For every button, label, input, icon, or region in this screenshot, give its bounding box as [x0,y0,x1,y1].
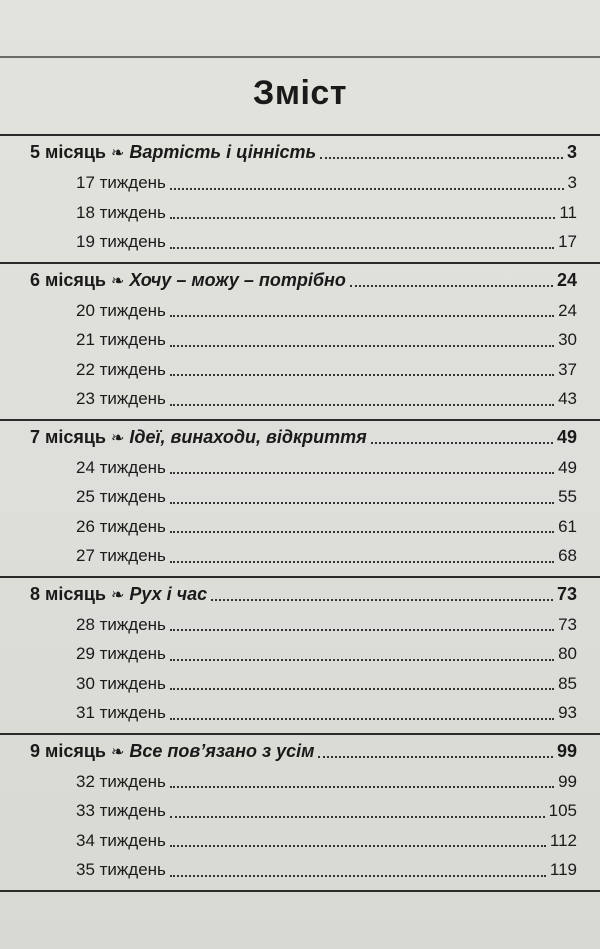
toc-top-rule [0,134,600,136]
toc-section [0,136,600,264]
toc-section [0,578,600,735]
month-theme: Рух і час [129,583,208,604]
toc-week-entry[interactable] [0,198,600,228]
toc-week-entry[interactable] [0,541,600,571]
page-number: 30 [558,330,577,349]
page-number: 61 [558,516,577,536]
section-gap [0,728,600,733]
week-label: 17 тиждень [76,173,166,192]
page-number: 24 [556,269,577,290]
month-label: 9 місяць [30,740,106,761]
toc-section [0,264,600,421]
fleuron-icon: ❧ [110,145,125,162]
page-number: 105 [548,801,577,820]
page-number: 3 [566,142,577,162]
fleuron-icon: ❧ [110,272,125,290]
page-number: 80 [558,644,577,663]
toc-week-entry[interactable] [0,826,600,856]
toc-week-entry[interactable] [0,512,600,542]
month-theme: Ідеї, винаходи, відкриття [129,426,367,447]
fleuron-icon: ❧ [110,743,125,761]
page-number: 73 [558,614,577,634]
month-theme: Все пов’язано з усім [129,740,315,761]
week-label: 23 тиждень [76,389,166,408]
page-number: 68 [558,546,577,565]
toc-month-entry[interactable] [0,421,600,453]
dot-leader [170,786,554,788]
dot-leader [318,756,553,758]
toc-week-entry[interactable] [0,355,600,385]
page-number: 49 [556,426,577,447]
dot-leader [170,247,554,249]
toc-week-entry[interactable] [0,698,600,728]
week-label: 32 тиждень [76,771,166,791]
page-number: 37 [558,359,577,379]
section-gap [0,571,600,576]
page-number: 43 [558,389,577,408]
page-number: 24 [558,300,577,320]
dot-leader [211,599,553,601]
toc-week-entry[interactable] [0,610,600,640]
week-label: 21 тиждень [76,330,166,349]
section-gap [0,885,600,890]
toc-week-entry[interactable] [0,639,600,669]
dot-leader [170,188,564,190]
dot-leader [170,217,555,219]
toc-week-entry[interactable] [0,325,600,355]
month-label: 6 місяць [30,269,106,290]
toc-week-entry[interactable] [0,796,600,826]
toc-week-entry[interactable] [0,227,600,257]
dot-leader [320,157,563,159]
page-number: 11 [559,202,577,222]
toc-week-entry[interactable] [0,296,600,326]
week-label: 25 тиждень [76,487,166,506]
toc-week-entry[interactable] [0,855,600,885]
table-of-contents [0,134,600,892]
dot-leader [170,404,554,406]
week-label: 19 тиждень [76,232,166,251]
page-number: 99 [556,740,577,761]
dot-leader [170,659,554,661]
toc-section [0,735,600,892]
page-number: 99 [558,771,577,791]
page-number: 17 [558,232,577,251]
week-label: 24 тиждень [76,457,166,477]
week-label: 33 тиждень [76,801,166,820]
toc-week-entry[interactable] [0,669,600,699]
month-theme: Хочу – можу – потрібно [129,269,346,290]
toc-section [0,421,600,578]
dot-leader [170,688,554,690]
page-number: 119 [549,860,577,879]
page-number: 85 [558,673,577,693]
week-label: 34 тиждень [76,830,166,850]
fleuron-icon: ❧ [110,429,125,447]
week-label: 27 тиждень [76,546,166,565]
dot-leader [170,875,546,877]
toc-month-entry[interactable] [0,578,600,610]
dot-leader [170,816,545,818]
section-gap [0,414,600,419]
toc-week-entry[interactable] [0,168,600,198]
dot-leader [170,561,554,563]
week-label: 29 тиждень [76,644,166,663]
dot-leader [170,531,554,533]
dot-leader [170,502,554,504]
month-label: 8 місяць [30,583,106,604]
page-number: 93 [558,703,577,722]
page-number: 73 [556,583,577,604]
toc-week-entry[interactable] [0,453,600,483]
dot-leader [350,285,553,287]
dot-leader [170,315,554,317]
toc-week-entry[interactable] [0,384,600,414]
week-label: 30 тиждень [76,673,166,693]
fleuron-icon: ❧ [110,586,125,604]
week-label: 26 тиждень [76,516,166,536]
toc-week-entry[interactable] [0,767,600,797]
page-number: 112 [549,830,577,850]
toc-month-entry[interactable] [0,264,600,296]
week-label: 22 тиждень [76,359,166,379]
dot-leader [170,718,554,720]
week-label: 18 тиждень [76,202,166,222]
page-number: 49 [558,457,577,477]
dot-leader [170,472,554,474]
header-rule [0,56,600,58]
dot-leader [170,845,546,847]
dot-leader [371,442,553,444]
toc-week-entry[interactable] [0,482,600,512]
month-theme: Вартість і цінність [129,142,317,162]
month-label: 5 місяць [30,142,106,162]
toc-month-entry[interactable] [0,735,600,767]
week-label: 31 тиждень [76,703,166,722]
page-number: 3 [567,173,577,192]
dot-leader [170,345,554,347]
toc-month-entry[interactable] [0,136,600,168]
page-title: Зміст [253,74,347,112]
dot-leader [170,629,554,631]
week-label: 20 тиждень [76,300,166,320]
page-number: 55 [558,487,577,506]
month-label: 7 місяць [30,426,106,447]
section-gap [0,257,600,262]
week-label: 28 тиждень [76,614,166,634]
dot-leader [170,374,554,376]
week-label: 35 тиждень [76,860,166,879]
